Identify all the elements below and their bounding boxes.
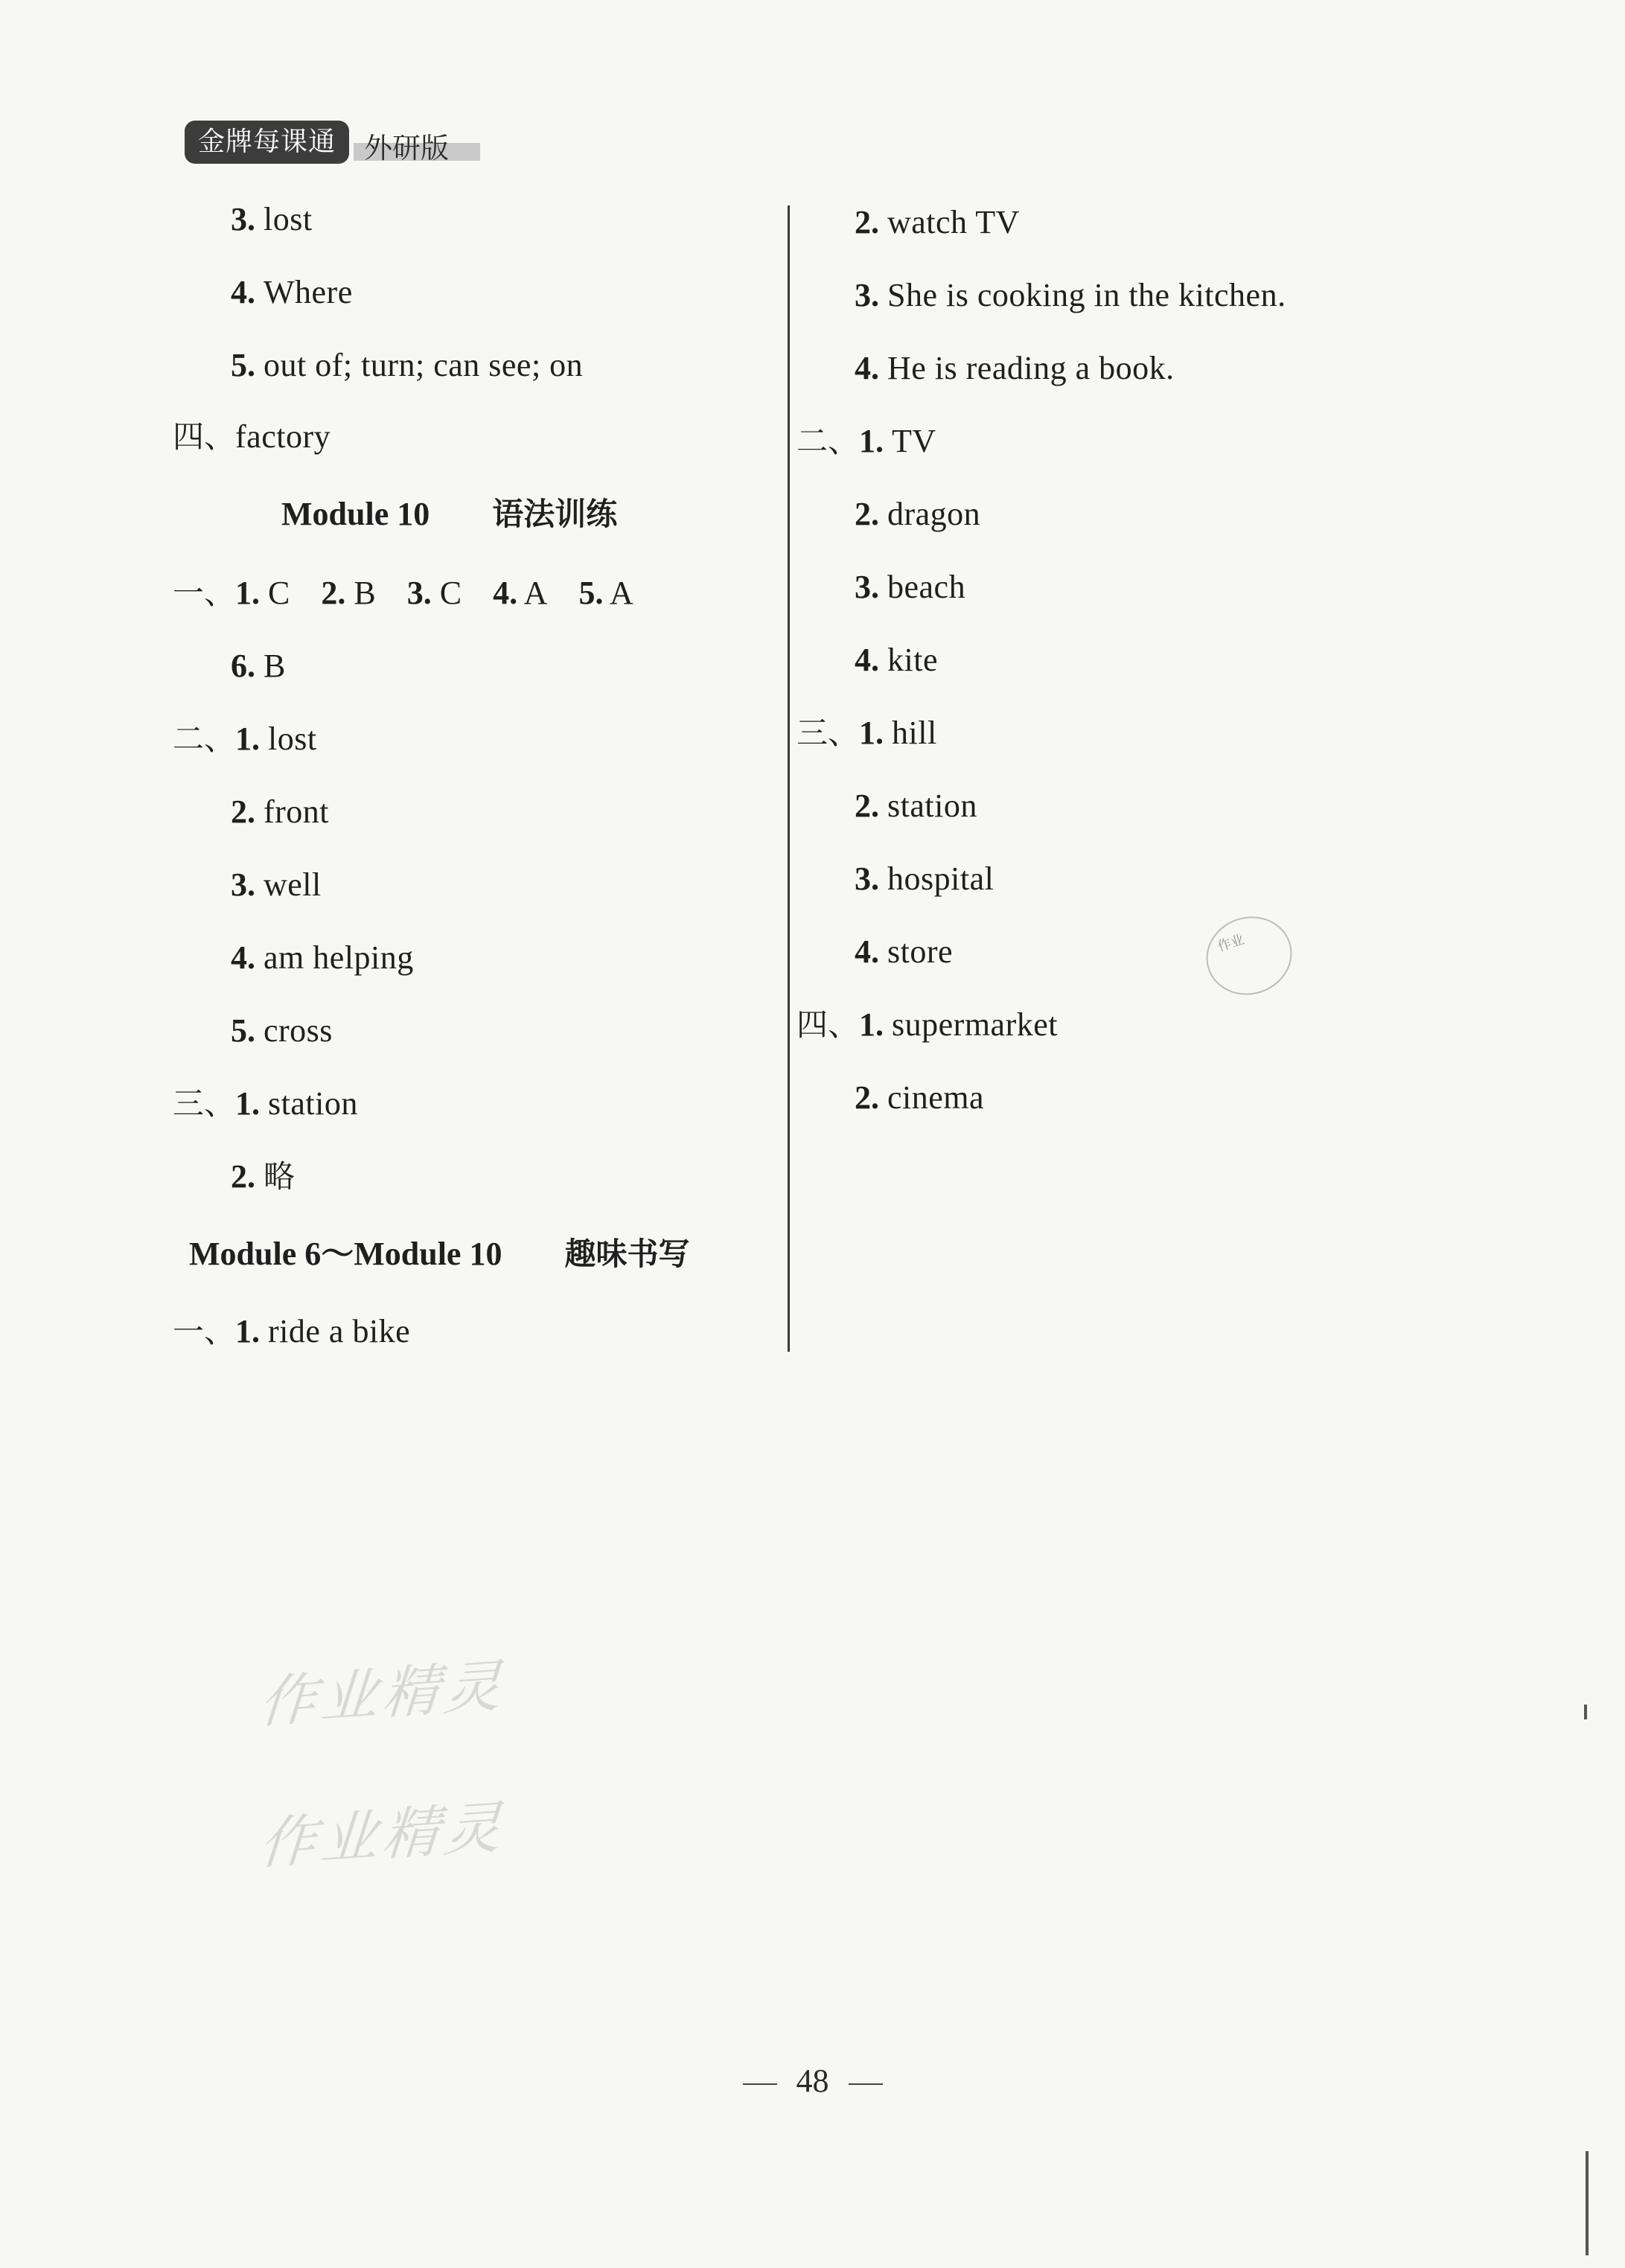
item-number: 4. <box>855 933 879 970</box>
footer-dash <box>743 2083 777 2085</box>
answer-line <box>855 930 953 974</box>
brand-label: 金牌每课通 <box>185 121 349 164</box>
section-marker: 一、 <box>173 575 236 611</box>
item-number: 5. <box>231 347 255 383</box>
section-marker: 四、 <box>173 418 236 455</box>
answer-line <box>231 198 313 241</box>
answer-text: hill <box>892 715 937 751</box>
answer-text: supermarket <box>892 1006 1058 1043</box>
edition-label: 外研版 <box>364 132 450 164</box>
answer-line <box>173 572 633 615</box>
answer-text: watch TV <box>887 204 1020 240</box>
answer-text: TV <box>892 423 936 459</box>
section-marker: 四、 <box>796 1006 860 1043</box>
answer-text: dragon <box>887 496 981 532</box>
answer-line <box>855 785 977 828</box>
answer-line <box>173 718 317 761</box>
item-number: 1. <box>235 1313 261 1349</box>
answer-text: C <box>439 575 462 611</box>
item-number: 2. <box>855 788 879 824</box>
answer-line <box>855 274 1286 317</box>
answer-text: lost <box>268 721 317 757</box>
answer-text: B <box>354 575 376 611</box>
watermark-stamp <box>1196 906 1302 1006</box>
item-number: 1. <box>235 575 261 611</box>
answer-line <box>855 493 980 536</box>
page-header <box>185 119 480 165</box>
answer-line <box>855 857 994 901</box>
edition-bar <box>354 124 480 164</box>
answer-line <box>796 420 936 463</box>
column-divider <box>788 205 790 1352</box>
answer-text: lost <box>264 201 313 237</box>
answer-text: station <box>268 1085 358 1122</box>
answer-line <box>855 566 965 609</box>
scan-edge-mark <box>1584 1705 1587 1719</box>
item-number: 1. <box>859 423 884 459</box>
answer-text: store <box>887 933 954 970</box>
item-number: 1. <box>859 1006 884 1043</box>
item-number: 2. <box>321 575 346 611</box>
answer-line <box>231 863 322 907</box>
item-number: 5. <box>231 1012 255 1049</box>
answer-line <box>173 1310 410 1353</box>
answer-text: 略 <box>264 1158 296 1195</box>
answer-text: station <box>887 788 977 824</box>
answer-line <box>173 415 331 459</box>
item-number: 5. <box>578 575 604 611</box>
page-footer <box>0 2062 1625 2100</box>
section-heading <box>189 1233 689 1276</box>
item-number: 4. <box>231 274 255 310</box>
answer-text: She is cooking in the kitchen. <box>887 277 1286 313</box>
answer-line <box>231 790 329 834</box>
section-marker: 一、 <box>173 1313 236 1349</box>
item-number: 3. <box>855 277 879 313</box>
item-number: 2. <box>855 1079 879 1116</box>
item-number: 4. <box>855 350 879 386</box>
answer-text: front <box>264 793 330 830</box>
answer-text: cross <box>264 1012 333 1049</box>
page-number: 48 <box>796 2063 829 2099</box>
answer-text: B <box>264 648 286 684</box>
answer-line <box>855 201 1020 244</box>
item-number: 2. <box>231 793 255 830</box>
answer-text: A <box>523 575 548 611</box>
answer-line <box>855 639 938 682</box>
answer-line <box>855 347 1175 390</box>
section-marker: 三、 <box>796 715 860 751</box>
item-number: 3. <box>231 201 255 237</box>
answer-text: hospital <box>887 860 995 897</box>
item-number: 3. <box>855 860 879 897</box>
item-number: 1. <box>859 715 884 751</box>
answer-line <box>796 712 937 755</box>
answer-text: out of; turn; can see; on <box>264 347 584 383</box>
answer-text: cinema <box>887 1079 985 1116</box>
footer-dash <box>849 2083 883 2085</box>
item-number: 2. <box>855 204 879 240</box>
item-number: 3. <box>231 866 255 903</box>
section-marker: 二、 <box>796 423 860 459</box>
watermark-text: 作业精灵 <box>257 1652 508 1736</box>
answer-text: factory <box>235 418 331 455</box>
answer-line <box>231 645 286 688</box>
item-number: 6. <box>231 648 255 684</box>
heading-cn: 趣味书写 <box>564 1236 690 1272</box>
item-number: 3. <box>855 569 879 605</box>
answer-line <box>231 936 414 980</box>
section-marker: 三、 <box>173 1085 236 1122</box>
answer-line <box>173 1082 358 1125</box>
item-number: 1. <box>235 721 261 757</box>
item-number: 3. <box>406 575 432 611</box>
answer-line <box>855 1076 984 1119</box>
heading-cn: 语法训练 <box>492 496 618 532</box>
item-number: 4. <box>493 575 518 611</box>
answer-line <box>796 1003 1058 1047</box>
answer-line <box>231 1009 333 1052</box>
item-number: 4. <box>231 939 255 976</box>
answer-line <box>231 1155 296 1198</box>
answer-text: kite <box>887 642 938 678</box>
answer-text: C <box>268 575 290 611</box>
stamp-text: 作业 <box>1216 931 1246 955</box>
item-number: 1. <box>235 1085 261 1122</box>
module-title: Module 6～Module 10 <box>189 1236 502 1272</box>
section-heading <box>281 493 617 536</box>
answer-text: A <box>610 575 633 611</box>
item-number: 2. <box>855 496 879 532</box>
answer-text: Where <box>264 274 353 310</box>
watermark-text: 作业精灵 <box>257 1793 508 1877</box>
scan-edge-mark <box>1586 2151 1589 2255</box>
item-number: 2. <box>231 1158 255 1195</box>
answer-line <box>231 271 353 314</box>
answer-text: well <box>264 866 322 903</box>
answer-text: ride a bike <box>268 1313 411 1349</box>
answer-text: beach <box>887 569 966 605</box>
answer-line <box>231 344 583 387</box>
module-title: Module 10 <box>281 496 430 532</box>
answer-text: am helping <box>264 939 414 976</box>
section-marker: 二、 <box>173 721 236 757</box>
answer-text: He is reading a book. <box>887 350 1175 386</box>
item-number: 4. <box>855 642 879 678</box>
